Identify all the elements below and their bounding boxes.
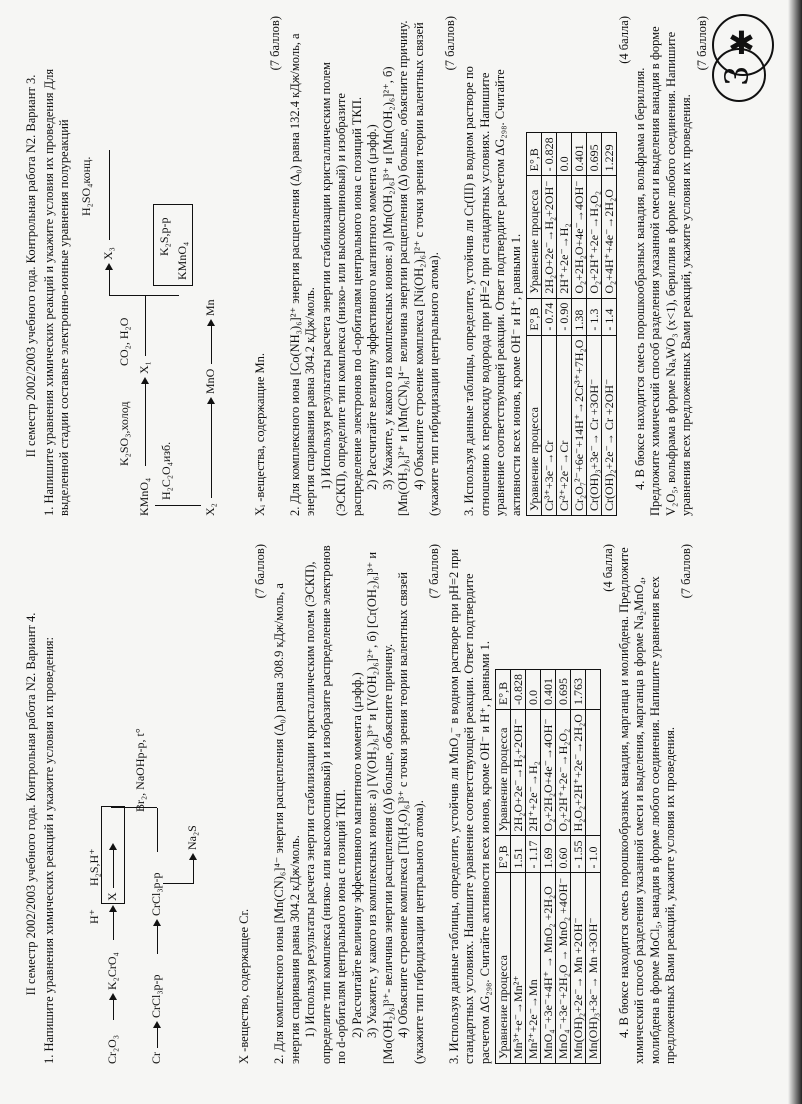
table-cell: - 1.55 <box>571 836 586 873</box>
v4-task2-sub4: 4) Объясните строение комплекса [Ti(H₂O)₆]³⁺ с точки зрения теории валентных связей (укажите тип гибридизации центрального атома). <box>396 572 426 1064</box>
table-header-row <box>496 670 511 1064</box>
v3-task2-sub4: 4) Объясните строение комплекса [Ni(OH₂)₆]²⁺ с точки зрения теории валентных связей (укажите тип гибридизации центрального атома). <box>411 22 441 516</box>
table-row <box>557 133 572 516</box>
table-cell: - 1.0 <box>586 836 601 873</box>
table-row <box>541 670 556 1064</box>
table-cell: Mn²⁺+2e⁻→Mn <box>526 873 541 1064</box>
v4-scheme-na2s: Na₂S <box>185 825 199 850</box>
table-row <box>511 670 526 1064</box>
table-cell: - 1.4 <box>602 298 617 335</box>
table-cell: - 0.90 <box>557 298 572 335</box>
table-cell: 1.69 <box>541 836 556 873</box>
variant-3-header: II семестр 2002/2003 учебного года. Контрольная работа N2. Вариант 3. <box>24 74 38 458</box>
v3-scheme-note: Xᵢ -вещества, содержащие Mn. <box>252 352 267 516</box>
table-cell: 1.763 <box>571 670 586 710</box>
v4-task2-points: (7 баллов) <box>427 544 441 599</box>
v3-scheme-k2s: K₂S,p-p <box>156 217 171 256</box>
v4-scheme-h-plus: H⁺ <box>87 909 101 924</box>
v3-scheme-h2so4: H₂SO₄конц. <box>78 156 93 216</box>
v4-task1-points: (7 баллов) <box>252 544 267 599</box>
v3-scheme-mn: Mn <box>202 299 217 316</box>
table-cell: 0.0 <box>526 670 541 710</box>
table-cell: - 1.3 <box>587 298 602 335</box>
table-cell: O₂+2H₂O+4e⁻→4OH⁻ <box>572 176 587 298</box>
table-header: Уравнение процесса <box>496 873 511 1064</box>
table-cell: MnO₄⁻+3e⁻+2H₂O → MnO₂ +4OH⁻ <box>556 873 571 1064</box>
v3-scheme-x1: X₁ <box>136 361 151 374</box>
table-header: E°,B <box>527 298 542 335</box>
table-cell: Cr²⁺+2e⁻→Cr <box>557 335 572 515</box>
v3-task2-sub2: 2) Рассчитайте величину эффективного магнитного момента (μэфф.) <box>365 124 379 490</box>
v3-scheme-x2: X₂ <box>202 503 217 516</box>
table-cell: 2H₂O+2e⁻→H₂+2OH⁻ <box>542 176 557 298</box>
v4-task4-points: (7 баллов) <box>678 544 693 599</box>
v3-scheme-mno: MnO <box>202 368 217 394</box>
v4-scheme-x: X <box>105 892 119 901</box>
table-cell: 1.229 <box>602 133 617 176</box>
table-cell: 2H⁺+2e⁻→H₂ <box>557 176 572 298</box>
v3-scheme-x3: X₃ <box>100 247 115 260</box>
table-cell: 0.695 <box>556 670 571 710</box>
v4-reaction-scheme <box>63 544 233 1064</box>
table-cell: MnO₄⁻+3e⁻+4H⁺ → MnO₂ +2H₂O <box>541 873 556 1064</box>
v3-scheme-h2c2o4: H₂C₂O₄изб. <box>158 441 173 500</box>
table-cell: - 0.828 <box>542 133 557 176</box>
v4-task3-text: 3. Используя данные таблицы, определите, устойчив ли MnO₄⁻ в водном растворе при pH=2 при стандартных условиях. Напишите уравнение соответствующей реакции. Ответ подтвердите расчетом ΔG₂₉₈. Считайте активности всех ионов, кроме OH⁻ и H⁺, равными 1. <box>446 548 492 1064</box>
v3-task4-text: 4. В бюксе находится смесь порошкообразных ванадия, вольфрама и бериллия. Предложите химический способ разделения указанной смеси и выделения ванадия в форме V₂O₅, вольфрама в форме NaₓWO₃ (x<1), бериллия в форме любого соединения. Напишите уравнения всех предложенных Вами реакций, укажите условия их проведения. <box>632 26 693 516</box>
circled-three-visible <box>712 48 766 102</box>
table-cell: 0.401 <box>541 670 556 710</box>
table-row <box>542 133 557 516</box>
v3-potentials-table <box>526 132 617 516</box>
table-row <box>602 133 617 516</box>
v3-task2-sub3: 3) Укажите, у какого из комплексных ионов: а) [Mn(OH₂)₆]³⁺ и [Mn(OH₂)₆]²⁺, б) [Mn(OH₂)₆]²⁺ и [Mn(CN)₆]⁴⁻ величина энергии расщепления (Δ) больше, объясните причину. <box>380 20 410 516</box>
v3-scheme-kmno4-2: KMnO₄ <box>174 241 189 280</box>
scan-edge-shadow <box>788 0 802 1104</box>
table-cell: Mn(OH)₂+2e⁻→ Mn +2OH⁻ <box>571 873 586 1064</box>
v4-task2-intro: 2. Для комплексного иона [Mn(CN)₆]⁴⁻ энергия расщепления (Δ₀) равна 308.9 кДж/моль, а энергия спаривания равна 304.2 кДж/моль. <box>272 583 302 1064</box>
table-row <box>587 133 602 516</box>
v4-scheme-h2s: H₂S,H⁺ <box>87 848 101 886</box>
table-cell: O₂+2H⁺+2e⁻→H₂O₂ <box>587 176 602 298</box>
v3-task4-points: (7 баллов) <box>694 16 709 71</box>
table-row <box>586 670 601 1064</box>
v3-task2-points: (7 баллов) <box>442 16 457 71</box>
table-cell: 0.695 <box>587 133 602 176</box>
table-row <box>556 670 571 1064</box>
table-cell: Mn(OH)₃+3e⁻→ Mn +3OH⁻ <box>586 873 601 1064</box>
v3-task3-text: 3. Используя данные таблицы, определите, устойчив ли Cr(III) в водном растворе по отношению к пероксиду водорода при pH=2 при стандартных условиях. Напишите уравнение соответствующей реакции. Ответ подтвердите расчетом ΔG₂₉₈. Считайте активности всех ионов, кроме OH⁻ и H⁺, равными 1. <box>462 66 523 516</box>
v4-task2-sub3: 3) Укажите, у какого из комплексных ионов: а) [V(OH₂)₆]³⁺ и [V(OH₂)₆]²⁺, б) [Cr(OH₂)₆]³⁺ и [Mo(OH₂)₆]³⁺- величина энергии расщепления (Δ) больше, объясните причину. <box>365 551 395 1064</box>
v4-scheme-cr2o3: Cr₂O₃ <box>105 1034 119 1064</box>
variant-4-header: II семестр 2002/2003 учебного года. Контрольная работа N2. Вариант 4. <box>24 612 38 996</box>
v3-task2-intro: 2. Для комплексного иона [Co(NH₃)₆]²⁺ энергия расщепления (Δ₀) равна 132.4 кДж/моль, а энергия спаривания равна 304.2 кДж/моль. <box>287 33 317 516</box>
variant-4-column <box>24 544 694 1064</box>
table-cell: O₂+4H⁺+4e⁻→2H₂O <box>602 176 617 298</box>
v4-scheme-crcl3-1: CrCl₃p-p <box>149 974 163 1018</box>
v4-scheme-note: X -вещество, содержащее Cr. <box>237 908 251 1064</box>
v4-task2-sub2: 2) Рассчитайте величину эффективного магнитного момента (μэфф.) <box>349 672 364 1038</box>
table-cell <box>586 670 601 710</box>
table-row <box>571 670 586 1064</box>
table-cell: 2H⁺+2e⁻→H₂ <box>526 710 541 836</box>
table-cell: O₂+2H⁺+2e⁻→H₂O₂ <box>556 710 571 836</box>
table-header-row <box>527 133 542 516</box>
circled-three-digit: 3 <box>718 65 756 86</box>
table-cell: 0.401 <box>572 133 587 176</box>
table-cell: Cr₂O₇²⁻+6e⁻+14H⁺→2Cr³⁺+7H₂O <box>572 335 587 515</box>
table-cell: Cr(OH)₂+2e⁻→ Cr +2OH⁻ <box>602 335 617 515</box>
v4-task2-sub1: 1) Используя результаты расчета энергии стабилизации кристаллическим полем (ЭСКП), определите тип комплекса (низко- или высокоспиновый) и изобразите распределение электронов по d-орбиталям центрального иона с позиций ТКП. <box>303 545 348 1064</box>
table-cell: Cr(OH)₃+3e⁻→ Cr +3OH⁻ <box>587 335 602 515</box>
v3-task1-points: (7 баллов) <box>268 16 282 71</box>
table-cell: - 0.74 <box>542 298 557 335</box>
table-header: E°,B <box>496 836 511 873</box>
table-header: E°,B <box>496 670 511 710</box>
table-cell <box>586 710 601 836</box>
table-cell: 1.38 <box>572 298 587 335</box>
table-header: E°,B <box>527 133 542 176</box>
v4-scheme-cr: Cr <box>149 1052 163 1064</box>
table-cell: Mn³⁺+e⁻→Mn²⁺ <box>511 873 526 1064</box>
v3-task2-sub1: 1) Используя результаты расчета энергии стабилизации кристаллическим полем (ЭСКП), определите тип комплекса (низко- или высокоспиновый) и изобразите распределение электронов по d-орбиталям центрального иона с позиций ТКП. <box>318 62 364 516</box>
table-cell: -0.828 <box>511 670 526 710</box>
v3-reaction-scheme <box>79 16 249 516</box>
v3-task3-points: (4 балла) <box>617 16 631 64</box>
table-cell: H₂O₂+2H⁺+2e⁻→2H₂O <box>571 710 586 836</box>
table-cell: - 1.17 <box>526 836 541 873</box>
table-cell: 1.51 <box>511 836 526 873</box>
table-cell: 0.0 <box>557 133 572 176</box>
table-header: Уравнение процесса <box>527 176 542 298</box>
v4-scheme-k2cro4: K₂CrO₄ <box>105 952 119 990</box>
v4-potentials-table <box>495 669 601 1064</box>
table-header: Уравнение процесса <box>496 710 511 836</box>
v3-scheme-kmno4: KMnO₄ <box>136 477 151 516</box>
v3-scheme-co2: CO₂, H₂O <box>116 317 131 366</box>
table-row <box>526 670 541 1064</box>
v4-scheme-crcl3-2: CrCl₃p-p <box>149 872 163 916</box>
v3-task1-text: 1. Напишите уравнения химических реакций и укажите условия их проведения Для выделенной стадии составьте электронно-ионные уравнения полуреакций <box>41 68 71 516</box>
v3-scheme-k2so3: K₂SO₃,холод <box>116 401 131 466</box>
v4-task3-points: (4 балла) <box>601 544 615 592</box>
v4-scheme-br2: Br₂, NaOHp-p, t° <box>133 728 147 812</box>
v4-task1-text: 1. Напишите уравнения химических реакций и укажите условия их проведения: <box>41 636 56 1064</box>
table-cell: 2H₂O+2e⁻→H₂+2OH⁻ <box>511 710 526 836</box>
v4-task4-text: 4. В бюксе находится смесь порошкообразных ванадия, марганца и молибдена. Предложите химический способ разделения указанной смеси и выделения, марганца в форме Na₂MnO₄, молибдена в форме MoCl₅, ванадия в форме любого соединения. Напишите уравнения всех предложенных Вами реакций, укажите условия их проведения. <box>616 547 677 1064</box>
variant-3-column <box>24 16 710 516</box>
table-cell: Cr³⁺+3e⁻→Cr <box>542 335 557 515</box>
star-mark-icon: ✱ <box>728 24 755 62</box>
table-cell: 0.60 <box>556 836 571 873</box>
table-cell: O₂+2H₂O+4e⁻→4OH⁻ <box>541 710 556 836</box>
table-row <box>572 133 587 516</box>
table-header: Уравнение процесса <box>527 335 542 515</box>
